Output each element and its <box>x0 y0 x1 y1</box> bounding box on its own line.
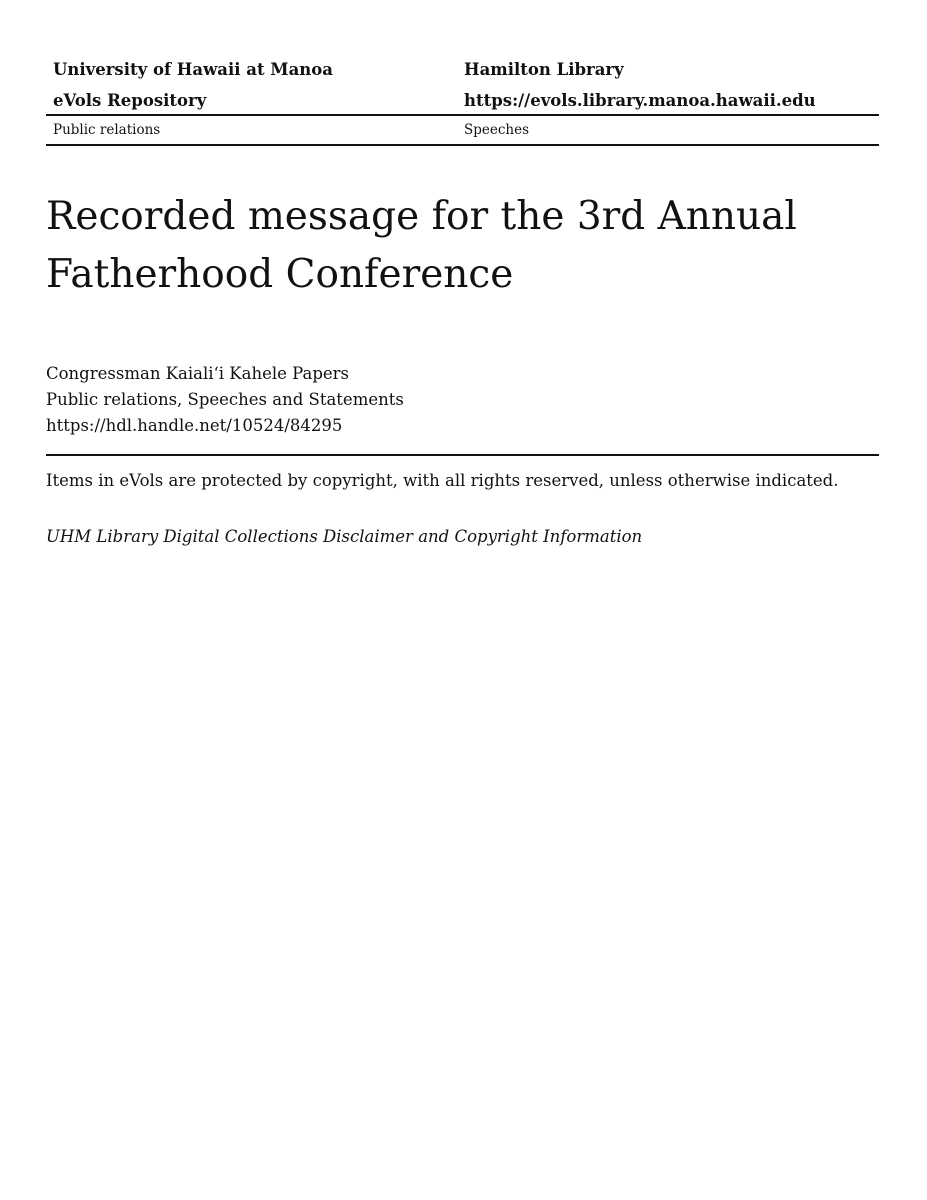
title-line-2: Fatherhood Conference <box>46 252 514 297</box>
rights-statement: Items in eVols are protected by copyright, with all rights reserved, unless otherwise indicated. <box>46 471 839 490</box>
header-row-3 <box>46 116 879 144</box>
repository-url[interactable]: https://evols.library.manoa.hawaii.edu <box>464 91 816 110</box>
repository-name: eVols Repository <box>53 91 207 110</box>
footer-divider <box>46 454 879 456</box>
institution-name: University of Hawaii at Manoa <box>53 60 333 79</box>
title-line-1: Recorded message for the 3rd Annual <box>46 194 797 239</box>
handle-link[interactable]: https://hdl.handle.net/10524/84295 <box>46 416 343 435</box>
document-title <box>46 188 886 304</box>
repository-header <box>46 52 879 146</box>
series-name: Public relations, Speeches and Statements <box>46 390 404 409</box>
library-name: Hamilton Library <box>464 60 624 79</box>
header-row-2 <box>46 83 879 114</box>
header-divider-bottom <box>46 144 879 146</box>
disclaimer-link[interactable]: UHM Library Digital Collections Disclaimer and Copyright Information <box>46 527 643 546</box>
collection-name: Congressman Kaialiʻi Kahele Papers <box>46 364 350 383</box>
document-metadata <box>46 361 404 439</box>
header-row-1 <box>46 52 879 83</box>
collection-category: Public relations <box>53 122 161 138</box>
item-category: Speeches <box>464 122 530 138</box>
